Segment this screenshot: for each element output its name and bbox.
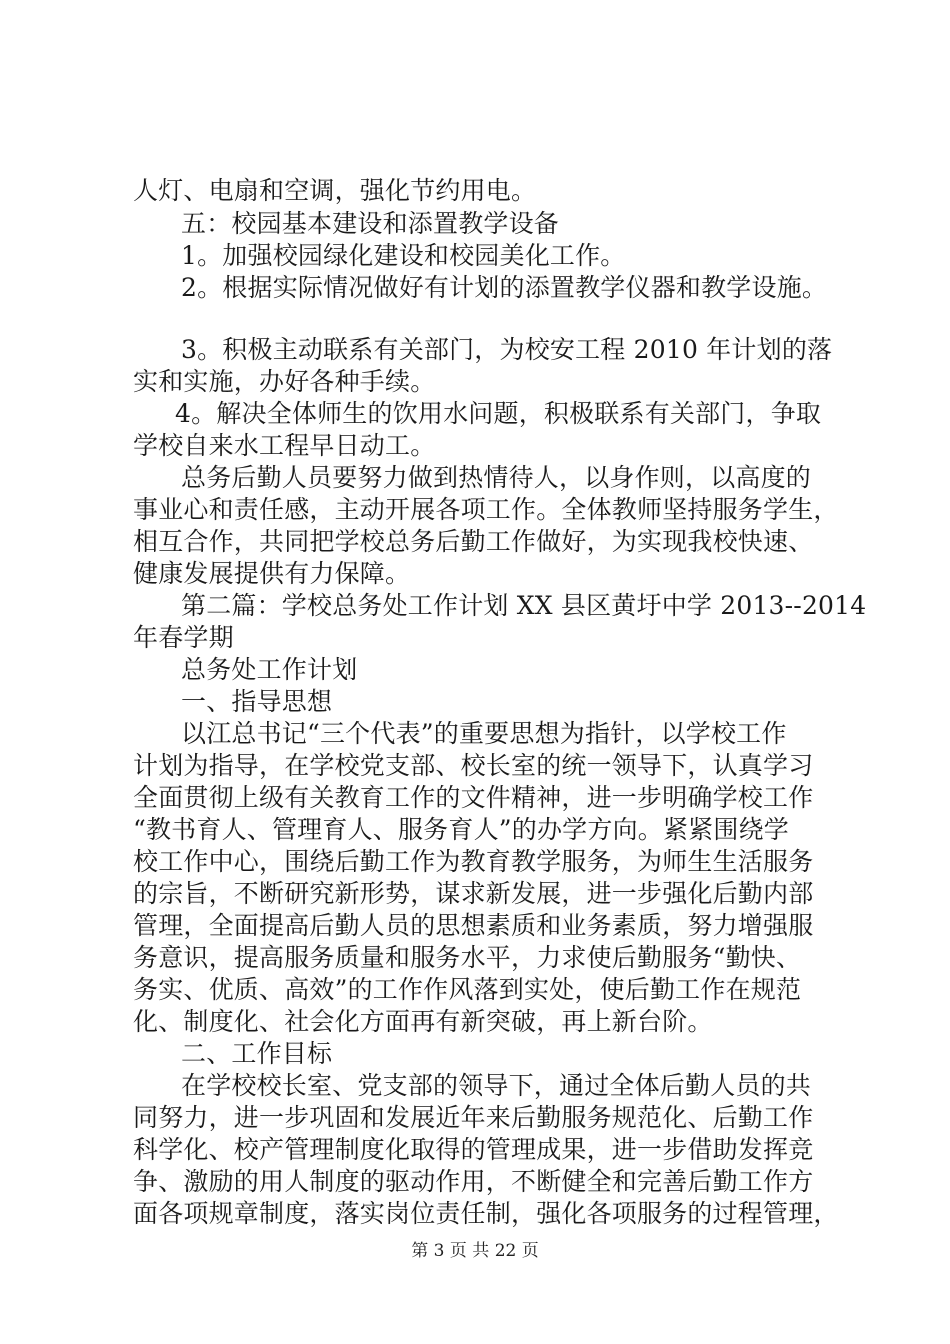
- section-heading: 二、工作目标: [181, 1039, 333, 1068]
- section-heading: 一、指导思想: [181, 687, 333, 716]
- paragraph-line: 的宗旨，不断研究新形势，谋求新发展，进一步强化后勤内部: [133, 879, 814, 908]
- paragraph-line: “教书育人、管理育人、服务育人”的办学方向。紧紧围绕学: [133, 815, 789, 844]
- text-line: 人灯、电扇和空调，强化节约用电。: [133, 176, 537, 205]
- section-heading: 五：校园基本建设和添置教学设备: [181, 209, 560, 238]
- paragraph-line: 以江总书记“三个代表”的重要思想为指针，以学校工作: [181, 719, 787, 748]
- paragraph-line: 务实、优质、高效”的工作作风落到实处，使后勤工作在规范: [133, 975, 802, 1004]
- list-item: 4。解决全体师生的饮用水问题，积极联系有关部门，争取: [175, 399, 822, 428]
- page-number-footer: 第 3 页 共 22 页: [411, 1241, 539, 1261]
- paragraph-line: 计划为指导，在学校党支部、校长室的统一领导下，认真学习: [133, 751, 814, 780]
- paragraph-line: 务意识，提高服务质量和服务水平，力求使后勤服务“勤快、: [133, 943, 802, 972]
- list-item: 3。积极主动联系有关部门，为校安工程 2010 年计划的落: [181, 335, 833, 364]
- text-line: 实和实施，办好各种手续。: [133, 367, 436, 396]
- paragraph-line: 相互合作，共同把学校总务后勤工作做好，为实现我校快速、: [133, 527, 814, 556]
- paragraph-line: 化、制度化、社会化方面再有新突破，再上新台阶。: [133, 1007, 713, 1036]
- paragraph-line: 面各项规章制度，落实岗位责任制，强化各项服务的过程管理，: [133, 1199, 839, 1228]
- paragraph-line: 在学校校长室、党支部的领导下，通过全体后勤人员的共: [181, 1071, 812, 1100]
- paragraph-line: 科学化、校产管理制度化取得的管理成果，进一步借助发挥竞: [133, 1135, 814, 1164]
- list-item: 2。根据实际情况做好有计划的添置教学仪器和教学设施。: [181, 273, 828, 302]
- paragraph-line: 总务后勤人员要努力做到热情待人，以身作则，以高度的: [181, 463, 812, 492]
- paragraph-line: 事业心和责任感，主动开展各项工作。全体教师坚持服务学生，: [133, 495, 839, 524]
- paragraph-line: 同努力，进一步巩固和发展近年来后勤服务规范化、后勤工作: [133, 1103, 814, 1132]
- paragraph-line: 校工作中心，围绕后勤工作为教育教学服务，为师生生活服务: [133, 847, 814, 876]
- chapter-title: 年春学期: [133, 623, 234, 652]
- paragraph-line: 全面贯彻上级有关教育工作的文件精神，进一步明确学校工作: [133, 783, 814, 812]
- paragraph-line: 健康发展提供有力保障。: [133, 559, 411, 588]
- paragraph-line: 管理，全面提高后勤人员的思想素质和业务素质，努力增强服: [133, 911, 814, 940]
- text-line: 学校自来水工程早日动工。: [133, 431, 436, 460]
- section-heading: 总务处工作计划: [181, 655, 358, 684]
- paragraph-line: 争、激励的用人制度的驱动作用，不断健全和完善后勤工作方: [133, 1167, 814, 1196]
- chapter-title: 第二篇：学校总务处工作计划 XX 县区黄圩中学 2013--2014: [181, 591, 867, 620]
- list-item: 1。加强校园绿化建设和校园美化工作。: [181, 241, 626, 270]
